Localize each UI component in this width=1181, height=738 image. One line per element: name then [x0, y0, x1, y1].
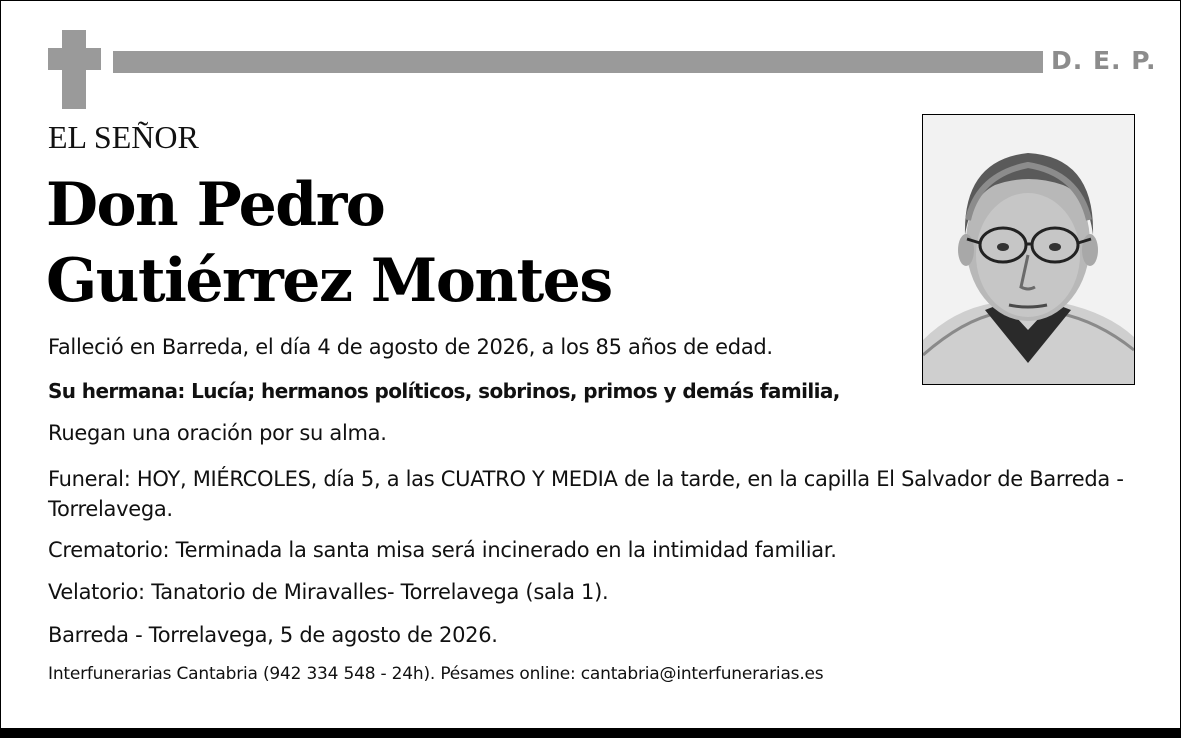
cross-icon-crossbar: [48, 48, 101, 70]
dep-label: D. E. P.: [1051, 46, 1157, 75]
deceased-name: [46, 167, 906, 319]
place-date-line: Barreda - Torrelavega, 5 de agosto de 2026.: [48, 623, 498, 647]
prayer-line: Ruegan una oración por su alma.: [48, 421, 387, 445]
portrait-photo: [922, 114, 1135, 385]
deceased-name-line1: Don Pedro: [46, 170, 385, 240]
deceased-prefix: EL SEÑOR: [48, 119, 199, 155]
wake-line: Velatorio: Tanatorio de Miravalles- Torrelavega (sala 1).: [48, 580, 609, 604]
funeral-details: Funeral: HOY, MIÉRCOLES, día 5, a las CUATRO Y MEDIA de la tarde, en la capilla El Salvador de Barreda - Torrelavega.: [48, 467, 1124, 521]
crematorium-line: Crematorio: Terminada la santa misa será incinerado en la intimidad familiar.: [48, 538, 837, 562]
funeral-home-footer: Interfunerarias Cantabria (942 334 548 - 24h). Pésames online: cantabria@interfunerarias.es: [48, 664, 824, 684]
header-rule: [113, 51, 1043, 73]
death-notice: Falleció en Barreda, el día 4 de agosto de 2026, a los 85 años de edad.: [48, 335, 773, 359]
family-line: Su hermana: Lucía; hermanos políticos, sobrinos, primos y demás familia,: [48, 379, 840, 403]
bottom-border: [0, 728, 1181, 738]
portrait-icon: [923, 115, 1134, 384]
deceased-name-line2: Gutiérrez Montes: [46, 246, 612, 316]
